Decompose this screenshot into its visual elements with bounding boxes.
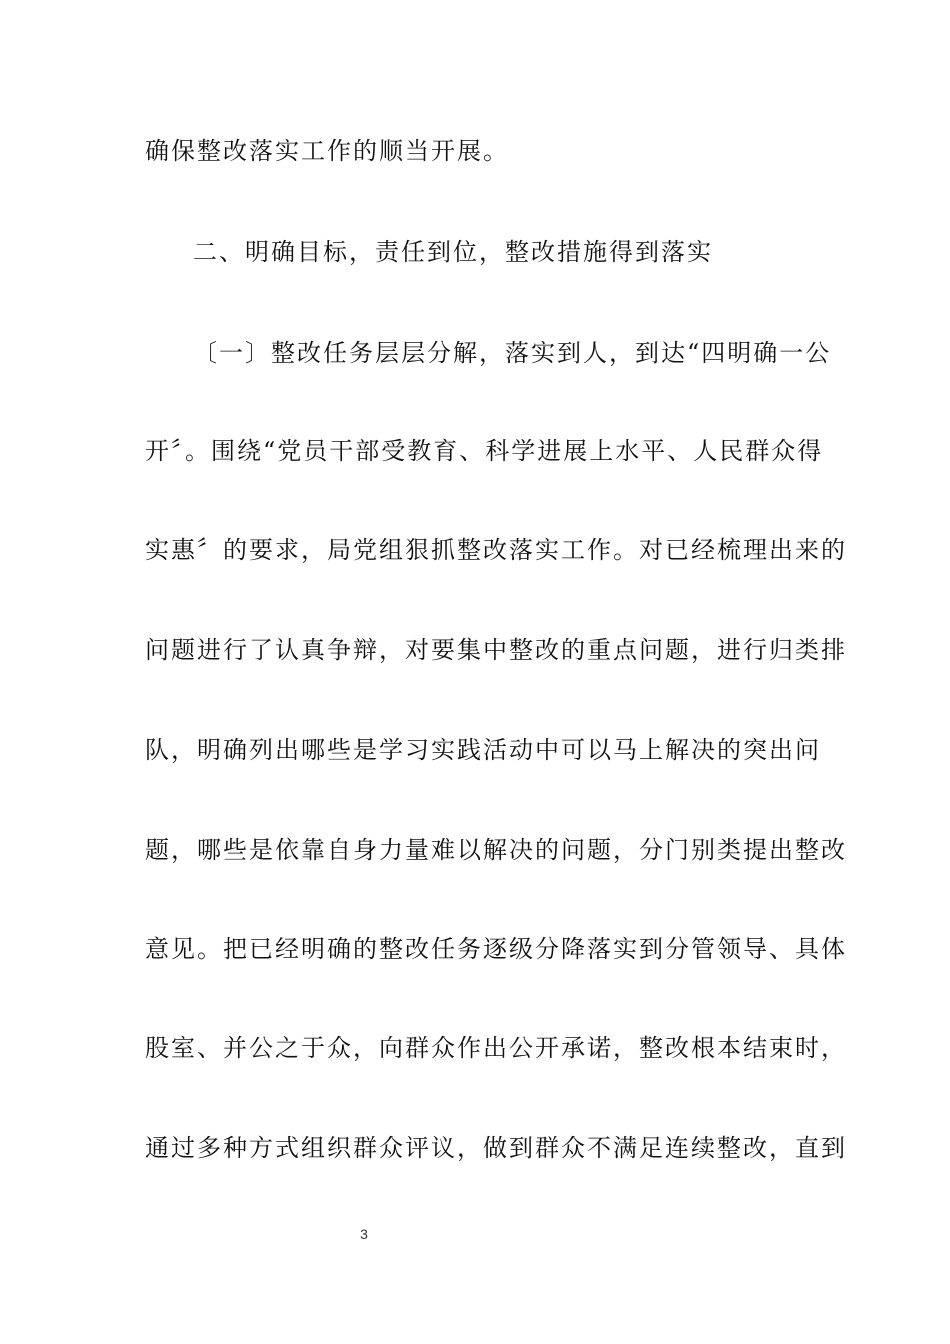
paragraph-line: 实惠〞的要求，局党组狠抓整改落实工作。对已经梳理出来的 [145, 536, 847, 564]
paragraph-line: 股室、并公之于众，向群众作出公开承诺，整改根本结束时， [145, 1034, 847, 1062]
paragraph-line: 开〞。围绕“党员干部受教育、科学进展上水平、人民群众得 [145, 437, 824, 465]
paragraph-line: 问题进行了认真争辩，对要集中整改的重点问题，进行归类排 [145, 636, 847, 664]
paragraph-line: 通过多种方式组织群众评议，做到群众不满足连续整改，直到 [145, 1134, 847, 1162]
paragraph-line: 确保整改落实工作的顺当开展。 [145, 137, 509, 165]
page-number: 3 [360, 1226, 368, 1242]
paragraph-line: 题，哪些是依靠自身力量难以解决的问题，分门别类提出整改 [145, 836, 847, 864]
paragraph-line: 〔一〕整改任务层层分解，落实到人，到达“四明确一公 [193, 339, 832, 367]
section-heading: 二、明确目标，责任到位，整改措施得到落实 [193, 238, 713, 266]
paragraph-line: 意见。把已经明确的整改任务逐级分降落实到分管领导、具体 [145, 935, 847, 963]
paragraph-line: 队，明确列出哪些是学习实践活动中可以马上解决的突出问 [145, 736, 821, 764]
